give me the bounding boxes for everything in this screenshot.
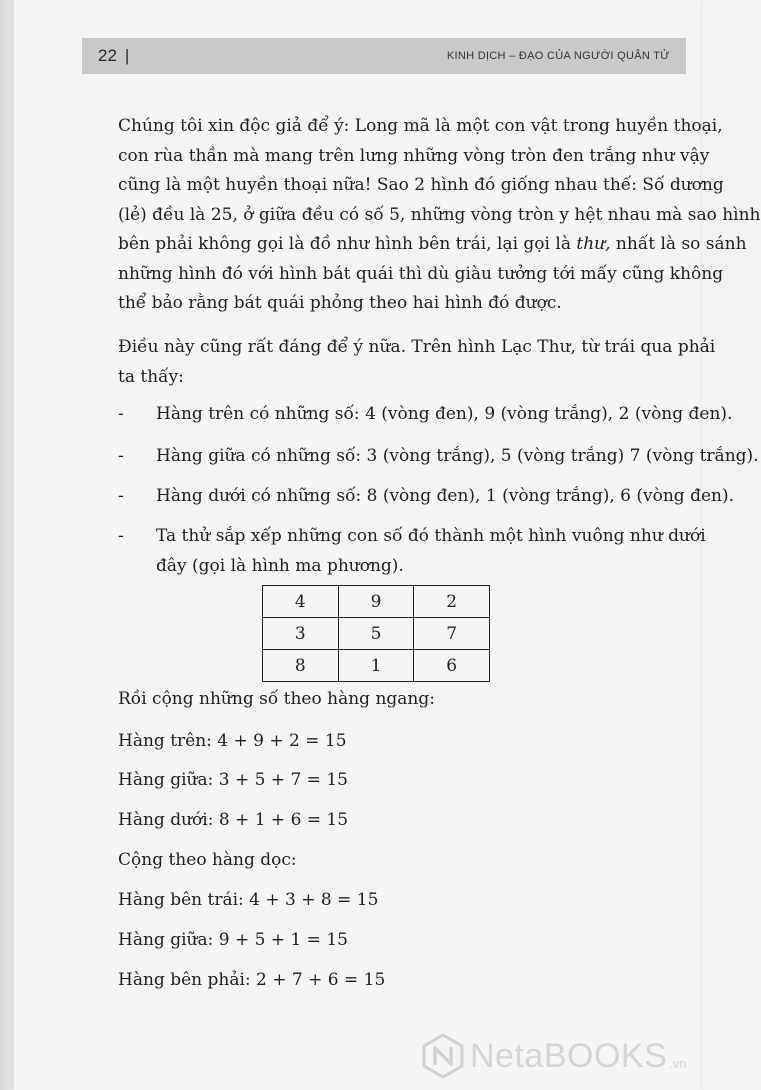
list-item-text: đây (gọi là hình ma phương). — [156, 556, 404, 576]
table-cell: 7 — [414, 618, 490, 650]
text-segment: nhất là so sánh — [615, 234, 747, 254]
sum-line: Hàng giữa: 9 + 5 + 1 = 15 — [118, 930, 348, 950]
text-segment: bên phải không gọi là đồ như hình bên trái, lại gọi là — [118, 234, 577, 254]
list-dash: - — [118, 486, 124, 506]
table-cell: 9 — [338, 586, 414, 618]
text-line: Điều này cũng rất đáng để ý nữa. Trên hình Lạc Thư, từ trái qua phải — [118, 337, 716, 357]
table-cell: 2 — [414, 586, 490, 618]
sum-heading-vertical: Cộng theo hàng dọc: — [118, 850, 297, 870]
text-line: cũng là một huyền thoại nữa! Sao 2 hình đó giống nhau thế: Số dương — [118, 175, 724, 195]
list-item-text: Ta thử sắp xếp những con số đó thành một hình vuông như dưới — [156, 526, 706, 546]
sum-line: Hàng bên phải: 2 + 7 + 6 = 15 — [118, 970, 386, 990]
list-dash: - — [118, 446, 124, 466]
table-cell: 1 — [338, 650, 414, 682]
table-cell: 4 — [263, 586, 339, 618]
list-item-text: Hàng dưới có những số: 8 (vòng đen), 1 (vòng trắng), 6 (vòng đen). — [156, 486, 734, 506]
list-dash: - — [118, 526, 124, 546]
text-line: những hình đó với hình bát quái thì dù giàu tưởng tới mấy cũng không — [118, 263, 724, 284]
sum-line: Hàng bên trái: 4 + 3 + 8 = 15 — [118, 890, 379, 910]
text-line: ta thấy: — [118, 366, 184, 387]
table-cell: 5 — [338, 618, 414, 650]
table-cell: 8 — [263, 650, 339, 682]
netabooks-logo-icon — [420, 1033, 466, 1079]
table-cell: 3 — [263, 618, 339, 650]
sum-line: Hàng dưới: 8 + 1 + 6 = 15 — [118, 810, 349, 830]
table-row — [263, 586, 490, 618]
text-line: (lẻ) đều là 25, ở giữa đều có số 5, những vòng tròn y hệt nhau mà sao hình — [118, 204, 761, 225]
table-row — [263, 618, 490, 650]
list-item-text: Hàng giữa có những số: 3 (vòng trắng), 5 (vòng trắng) 7 (vòng trắng). — [156, 446, 759, 466]
header-separator: | — [124, 46, 130, 65]
paragraph-1 — [118, 112, 761, 319]
table-row — [263, 650, 490, 682]
sum-line: Hàng trên: 4 + 9 + 2 = 15 — [118, 731, 347, 751]
italic-word: thư, — [576, 234, 611, 254]
magic-square-table — [262, 585, 490, 682]
page-number: 22 — [98, 46, 117, 65]
watermark-brand: NetaBOOKS — [470, 1036, 668, 1075]
page-gutter — [0, 0, 14, 1090]
text-line: con rùa thần mà mang trên lưng những vòng tròn đen trắng như vậy — [118, 145, 710, 166]
paragraph-2 — [118, 333, 716, 392]
sum-line: Hàng giữa: 3 + 5 + 7 = 15 — [118, 770, 348, 790]
text-line: thể bảo rằng bát quái phỏng theo hai hình đó được. — [118, 293, 562, 313]
text-line — [118, 230, 747, 260]
sum-heading-horizontal: Rồi cộng những số theo hàng ngang: — [118, 689, 435, 709]
table-cell: 6 — [414, 650, 490, 682]
list-item-text: Hàng trên có những số: 4 (vòng đen), 9 (vòng trắng), 2 (vòng đen). — [156, 404, 733, 424]
list-dash: - — [118, 404, 124, 424]
watermark-suffix: .vn — [669, 1055, 687, 1071]
text-line: Chúng tôi xin độc giả để ý: Long mã là một con vật trong huyền thoại, — [118, 116, 723, 136]
running-title: KINH DỊCH – ĐẠO CỦA NGƯỜI QUÂN TỬ — [446, 50, 670, 62]
watermark — [420, 1026, 700, 1086]
page-header — [82, 38, 686, 74]
